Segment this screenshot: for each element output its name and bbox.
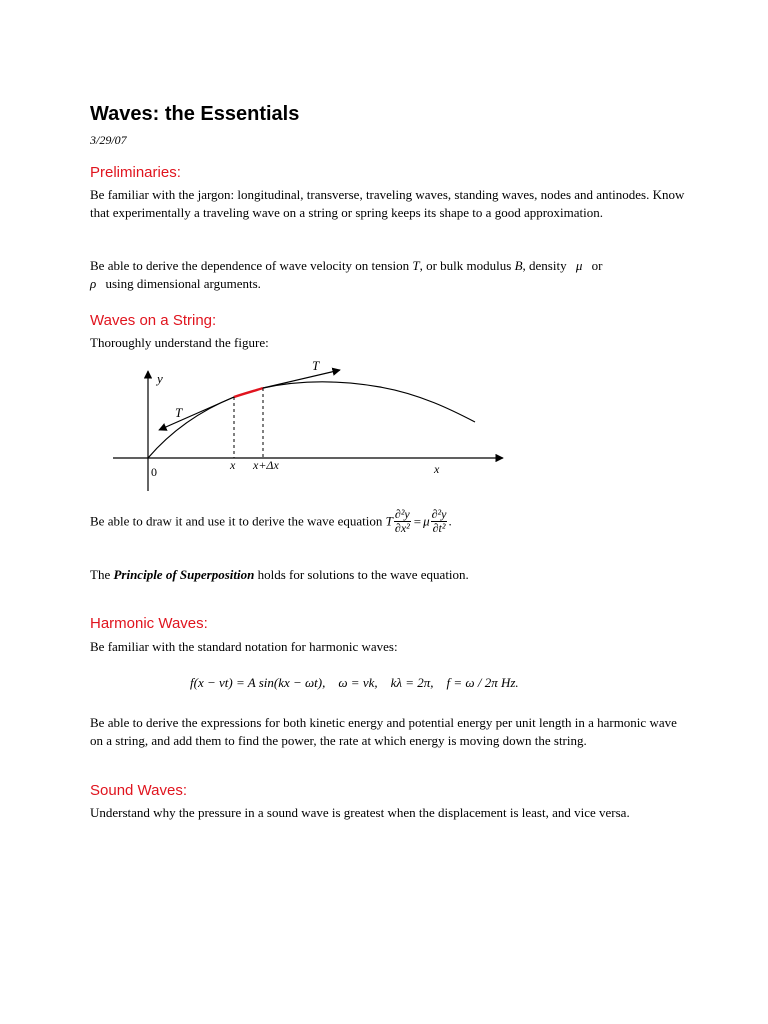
harmonic-formula: f(x − vt) = A sin(kx − ωt), ω = vk, kλ = 2π, f = ω / 2π Hz.: [190, 675, 519, 690]
wave-equation-line: [90, 508, 452, 535]
superposition-sentence: [90, 566, 685, 584]
string-intro: Thoroughly understand the figure:: [90, 335, 269, 350]
string-curve-left: [148, 397, 234, 458]
document-date: 3/29/07: [90, 133, 127, 147]
symbol-tension: T: [385, 513, 393, 529]
page-title: Waves: the Essentials: [90, 103, 300, 125]
label-x-plus-dx: x+Δx: [253, 458, 279, 472]
symbol-rho: ρ: [90, 276, 97, 291]
text-segment: holds for solutions to the wave equation.: [254, 567, 469, 582]
symbol-mu: μ: [575, 258, 583, 273]
text-segment: The: [90, 567, 114, 582]
period: .: [448, 513, 452, 529]
string-curve-right: [263, 382, 475, 422]
text-segment: Be able to derive the dependence of wave velocity on tension: [90, 258, 413, 273]
string-segment-highlight: [234, 388, 263, 397]
text-segment: , or bulk modulus: [419, 258, 515, 273]
text-segment: using dimensional arguments.: [102, 276, 261, 291]
heading-sound-waves: Sound Waves:: [90, 782, 187, 799]
harmonic-intro: Be familiar with the standard notation for harmonic waves:: [90, 639, 398, 654]
label-origin: 0: [151, 465, 157, 479]
heading-preliminaries: Preliminaries:: [90, 164, 181, 181]
tension-arrow-left: [159, 397, 234, 430]
label-x-point: x: [230, 458, 236, 472]
equals-sign: =: [413, 513, 422, 529]
label-tension-left: T: [175, 405, 183, 420]
text-segment: , density: [522, 258, 570, 273]
heading-waves-on-string: Waves on a String:: [90, 312, 217, 329]
denominator: ∂t²: [432, 521, 446, 535]
numerator: ∂²y: [431, 507, 447, 521]
denominator: ∂x²: [394, 521, 410, 535]
symbol-tension: T: [412, 258, 420, 273]
fraction-d2y-dt2: [431, 508, 448, 535]
label-tension-right: T: [312, 358, 320, 373]
tension-arrow-right: [263, 370, 340, 388]
sound-paragraph: Understand why the pressure in a sound wave is greatest when the displacement is least, and vice versa.: [90, 805, 630, 820]
preliminaries-paragraph-1: Be familiar with the jargon: longitudinal, transverse, traveling waves, standing waves, nodes and antinodes. Know that experimentally a traveling wave on a string or spring keeps its shape to a good approximation.: [90, 187, 685, 220]
fraction-d2y-dx2: [394, 508, 411, 535]
symbol-bulk-modulus: B: [514, 258, 523, 273]
symbol-mu: μ: [423, 513, 430, 529]
heading-harmonic-waves: Harmonic Waves:: [90, 615, 208, 632]
text-segment: Be able to draw it and use it to derive the wave equation: [90, 513, 386, 529]
harmonic-paragraph-2: Be able to derive the expressions for both kinetic energy and potential energy per unit length in a harmonic wave on a string, and add them to find the power, the rate at which energy is moving down the string.: [90, 715, 677, 748]
text-segment: or: [588, 258, 603, 273]
label-y: y: [157, 371, 163, 386]
label-x-axis: x: [434, 462, 440, 476]
principle-of-superposition: Principle of Superposition: [113, 567, 255, 582]
numerator: ∂²y: [394, 507, 410, 521]
